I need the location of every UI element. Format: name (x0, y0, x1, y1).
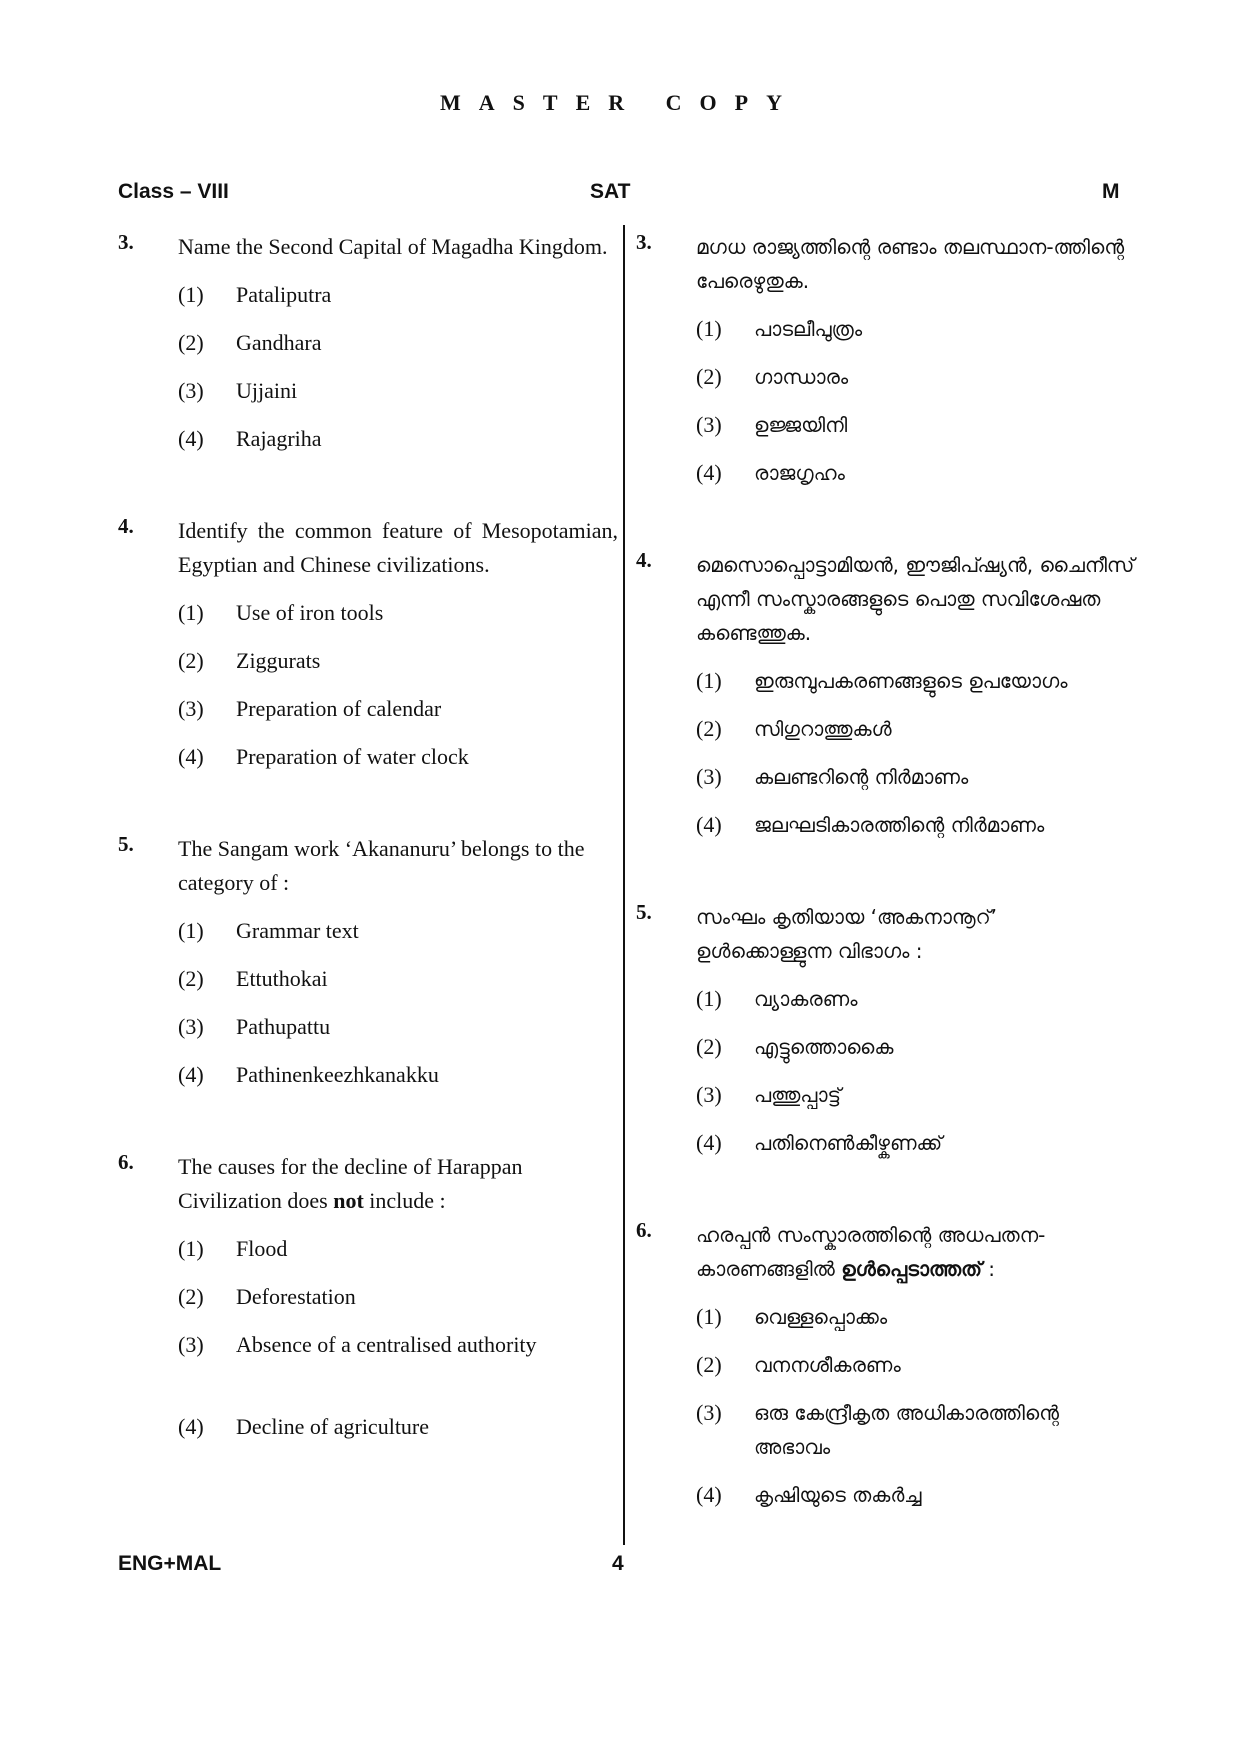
option-text: കലണ്ടറിന്റെ നിർമാണം (754, 765, 969, 789)
exam-label: SAT (590, 180, 631, 203)
option (696, 664, 1136, 698)
question-text: Name the Second Capital of Magadha Kingdom. (178, 234, 608, 259)
option (178, 692, 618, 726)
option-number: (1) (178, 1236, 204, 1261)
option-number: (4) (696, 812, 722, 837)
option (178, 1232, 618, 1266)
option-number: (2) (696, 1352, 722, 1377)
option-number: (3) (178, 1332, 204, 1357)
english-column (118, 230, 618, 1444)
option-number: (1) (696, 1304, 722, 1329)
option (178, 596, 618, 630)
master-copy-watermark: MASTER COPY (440, 90, 800, 115)
option-text: രാജഗൃഹം (754, 461, 845, 485)
option (696, 1126, 1136, 1160)
option-text: വനനശീകരണം (754, 1353, 901, 1377)
question-en-4 (118, 514, 618, 774)
option-number: (4) (178, 744, 204, 769)
question-text-post: : (981, 1257, 996, 1281)
option-number: (3) (178, 378, 204, 403)
question-number: 6. (636, 1218, 652, 1242)
option-text: ഇരുമ്പുപകരണങ്ങളുടെ ഉപയോഗം (754, 669, 1068, 693)
class-label: Class – VIII (118, 180, 229, 203)
option-text: Decline of agriculture (236, 1414, 430, 1439)
option (696, 360, 1136, 394)
question-number: 4. (636, 548, 652, 572)
option (178, 1328, 618, 1362)
option-number: (3) (696, 412, 722, 437)
option-number: (4) (696, 1482, 722, 1507)
option (696, 1396, 1136, 1464)
option (696, 1300, 1136, 1334)
option (178, 740, 618, 774)
option-text: Rajagriha (236, 426, 322, 451)
option-number: (2) (178, 1284, 204, 1309)
option-text: Deforestation (236, 1284, 356, 1309)
option-text: Preparation of calendar (236, 696, 442, 721)
option (178, 326, 618, 360)
series-code: M (1102, 180, 1120, 203)
question-text: മഗധ രാജ്യത്തിന്റെ രണ്ടാം തലസ്ഥാന-ത്തിന്റെ പേരെഴുതുക. (696, 235, 1125, 293)
option-text: Pathupattu (236, 1014, 331, 1039)
option-number: (1) (696, 316, 722, 341)
option-number: (1) (696, 668, 722, 693)
option-number: (4) (178, 426, 204, 451)
option-text: Grammar text (236, 918, 359, 943)
question-ml-6 (636, 1218, 1136, 1512)
question-number: 6. (118, 1150, 134, 1174)
option-text: Absence of a centralised authority (236, 1332, 537, 1357)
option-text: Ziggurats (236, 648, 321, 673)
question-text (178, 1150, 618, 1218)
option (696, 1348, 1136, 1382)
option-number: (3) (696, 764, 722, 789)
option (178, 1280, 618, 1314)
option-text: Pathinenkeezhkanakku (236, 1062, 439, 1087)
option-number: (1) (696, 986, 722, 1011)
question-text: മെസൊപ്പൊട്ടാമിയൻ, ഈജിപ്ഷ്യൻ, ചൈനീസ് എന്നീ സംസ്കാരങ്ങളുടെ പൊതു സവിശേഷത കണ്ടെത്തുക. (696, 553, 1135, 645)
question-ml-4 (636, 548, 1136, 842)
question-number: 3. (636, 230, 652, 254)
option-text: ഒരു കേന്ദ്രീകൃത അധികാരത്തിന്റെ അഭാവം (754, 1401, 1060, 1459)
option (696, 1078, 1136, 1112)
question-ml-5 (636, 900, 1136, 1160)
option-text: ഉജ്ജയിനി (754, 413, 848, 437)
option-number: (1) (178, 600, 204, 625)
option-text: Use of iron tools (236, 600, 384, 625)
option-text: ജലഘടികാരത്തിന്റെ നിർമാണം (754, 813, 1045, 837)
question-ml-3 (636, 230, 1136, 490)
option (178, 278, 618, 312)
option-text: ഗാന്ധാരം (754, 365, 849, 389)
option-text: വെള്ളപ്പൊക്കം (754, 1305, 888, 1329)
option-number: (4) (696, 1130, 722, 1155)
option (696, 408, 1136, 442)
question-text: Identify the common feature of Mesopotamian, Egyptian and Chinese civilizations. (178, 518, 618, 577)
question-text-post: include : (363, 1188, 446, 1213)
option (178, 1058, 618, 1092)
question-number: 5. (118, 832, 134, 856)
option-text: പതിനെൺകീഴ്കണക്ക് (754, 1131, 943, 1155)
option-text: കൃഷിയുടെ തകർച്ച (754, 1483, 922, 1507)
malayalam-column (636, 230, 1136, 1512)
page-number: 4 (612, 1552, 624, 1575)
option-number: (3) (178, 696, 204, 721)
option (178, 1410, 618, 1444)
option-number: (4) (696, 460, 722, 485)
option (696, 982, 1136, 1016)
option-number: (3) (178, 1014, 204, 1039)
option-text: Ettuthokai (236, 966, 328, 991)
question-text: സംഘം കൃതിയായ ‘അകനാനൂറ്’ ഉൾക്കൊള്ളുന്ന വിഭാഗം : (696, 905, 997, 963)
question-text-emphasis: ഉൾപ്പെടാത്തത് (841, 1257, 982, 1281)
option-number: (2) (178, 648, 204, 673)
option-number: (3) (696, 1400, 722, 1425)
option (178, 374, 618, 408)
option-text: സിഗുറാത്തുകൾ (754, 717, 892, 741)
option-text: Ujjaini (236, 378, 298, 403)
question-text-pre: The causes for the decline of Harappan Civilization does (178, 1154, 523, 1213)
question-text: The Sangam work ‘Akananuru’ belongs to the category of : (178, 836, 585, 895)
language-label: ENG+MAL (118, 1552, 222, 1575)
question-text-emphasis: not (333, 1188, 364, 1213)
question-text-pre: ഹരപ്പൻ സംസ്കാരത്തിന്റെ അധപതന-കാരണങ്ങളിൽ (696, 1223, 1046, 1281)
option (178, 962, 618, 996)
option-text: Preparation of water clock (236, 744, 469, 769)
option-text: എട്ടുത്തൊകൈ (754, 1035, 894, 1059)
question-en-5 (118, 832, 618, 1092)
option (696, 1478, 1136, 1512)
option-text: Pataliputra (236, 282, 332, 307)
question-en-3 (118, 230, 618, 456)
option-text: പാടലീപുത്രം (754, 317, 863, 341)
question-en-6 (118, 1150, 618, 1444)
option-number: (2) (178, 966, 204, 991)
option-number: (2) (696, 716, 722, 741)
option-number: (3) (696, 1082, 722, 1107)
column-divider (623, 225, 625, 1545)
option-text: വ്യാകരണം (754, 987, 858, 1011)
option-number: (2) (696, 1034, 722, 1059)
option (696, 808, 1136, 842)
option-number: (1) (178, 282, 204, 307)
option (696, 712, 1136, 746)
option-number: (4) (178, 1062, 204, 1087)
option-text: പത്തുപ്പാട്ട് (754, 1083, 842, 1107)
question-number: 5. (636, 900, 652, 924)
option (696, 760, 1136, 794)
question-number: 3. (118, 230, 134, 254)
option-number: (1) (178, 918, 204, 943)
option (696, 1030, 1136, 1064)
option-text: Gandhara (236, 330, 322, 355)
option-number: (2) (696, 364, 722, 389)
question-number: 4. (118, 514, 134, 538)
question-text (696, 1218, 1136, 1286)
option (178, 422, 618, 456)
option (178, 1010, 618, 1044)
option (178, 644, 618, 678)
option-number: (4) (178, 1414, 204, 1439)
option (696, 312, 1136, 346)
option (178, 914, 618, 948)
option (696, 456, 1136, 490)
option-number: (2) (178, 330, 204, 355)
option-text: Flood (236, 1236, 288, 1261)
